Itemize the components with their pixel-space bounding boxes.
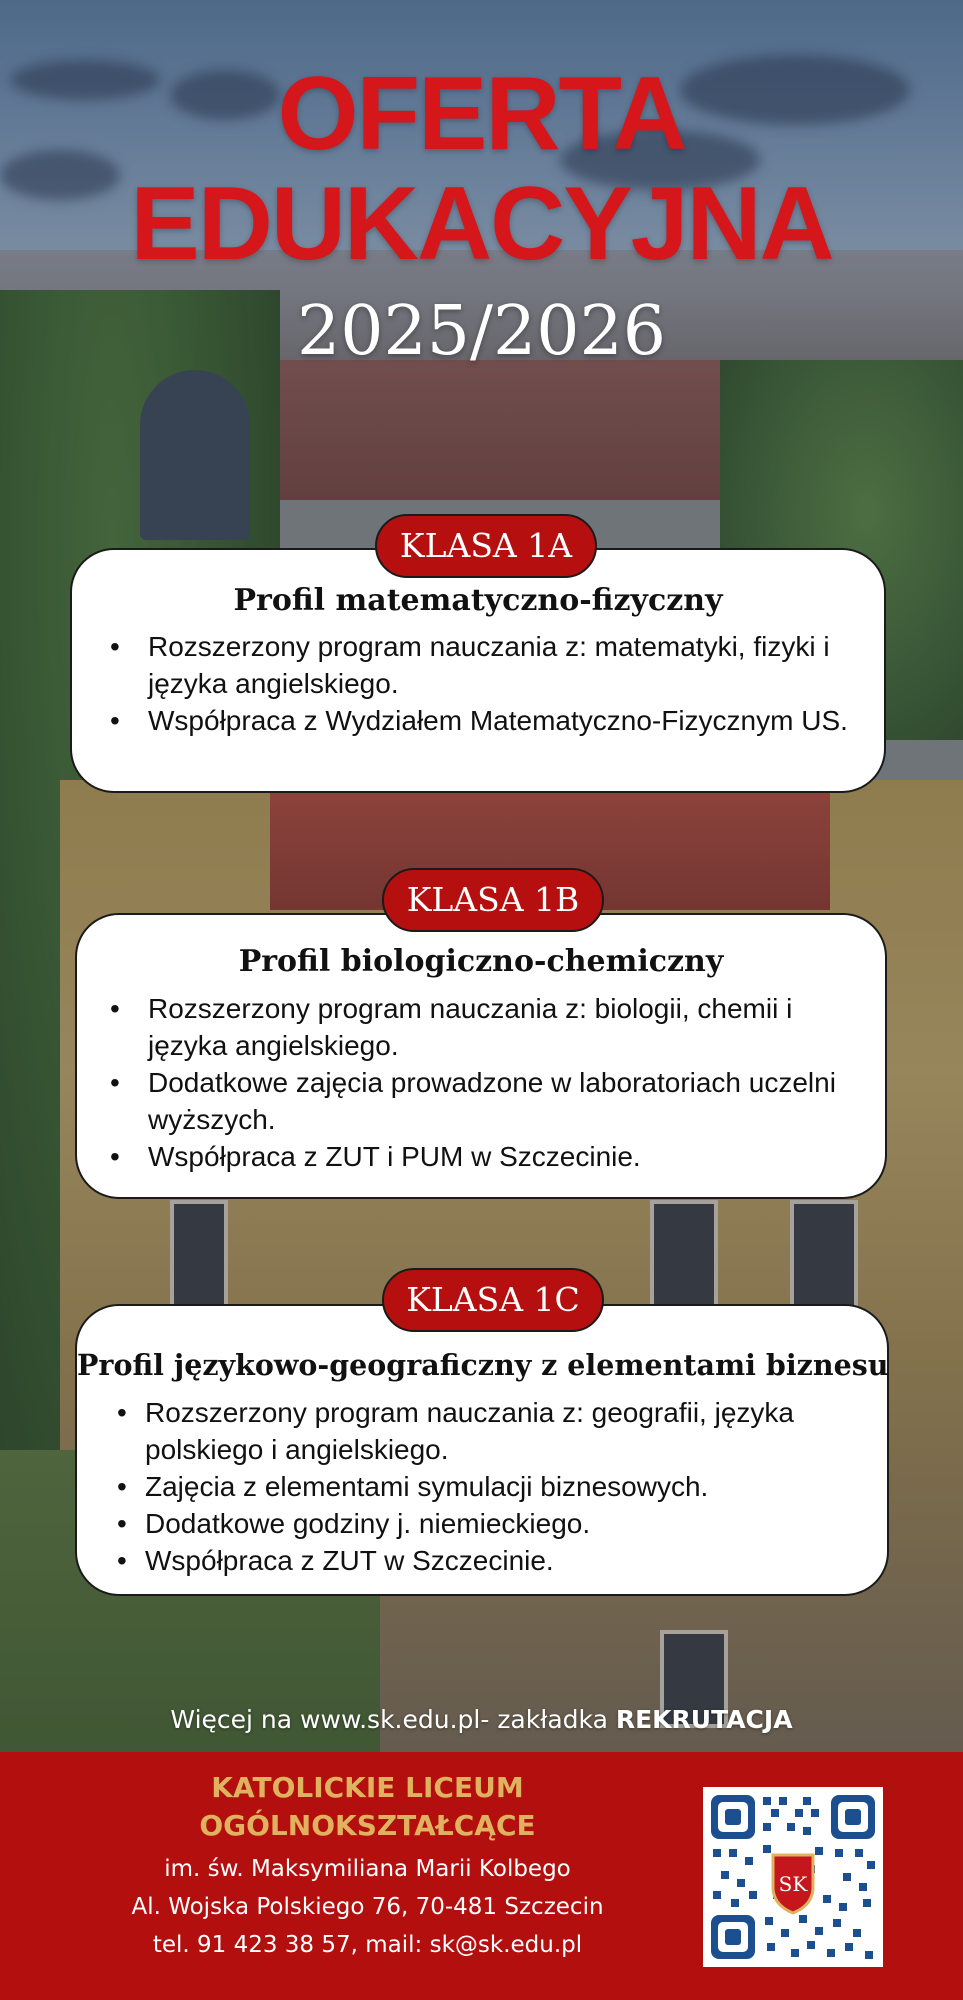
class-card-1a — [70, 548, 886, 793]
class-badge-1c: KLASA 1C — [382, 1268, 604, 1332]
list-item: • Współpraca z ZUT w Szczecinie. — [117, 1542, 847, 1579]
list-item: • Rozszerzony program nauczania z: geografii, języka polskiego i angielskiego. — [117, 1394, 847, 1468]
school-patron: im. św. Maksymiliana Marii Kolbego — [164, 1856, 571, 1882]
footer — [0, 1752, 963, 2000]
list-item: • Współpraca z Wydziałem Matematyczno-Fizycznym US. — [110, 702, 850, 739]
title-line-1: OFERTA — [277, 56, 686, 172]
more-info — [0, 1704, 963, 1736]
school-name-line-1: KATOLICKIE LICEUM — [211, 1771, 524, 1804]
qr-logo-text: SK — [778, 1872, 808, 1896]
school-contact: tel. 91 423 38 57, mail: sk@sk.edu.pl — [152, 1932, 583, 1958]
qr-code[interactable] — [703, 1787, 883, 1967]
feature-list — [110, 628, 850, 739]
class-badge-1b: KLASA 1B — [382, 868, 604, 932]
more-info-text: Więcej na www.sk.edu.pl- zakładka — [170, 1705, 616, 1734]
list-item: • Rozszerzony program nauczania z: matematyki, fizyki i języka angielskiego. — [110, 628, 850, 702]
list-item: • Współpraca z ZUT i PUM w Szczecinie. — [110, 1138, 870, 1175]
class-badge-1a: KLASA 1A — [375, 514, 597, 578]
feature-list — [110, 990, 870, 1175]
list-item: • Dodatkowe godziny j. niemieckiego. — [117, 1505, 847, 1542]
list-item: • Zajęcia z elementami symulacji biznesowych. — [117, 1468, 847, 1505]
profile-title: Profil językowo-geograficzny z elementami biznesu — [77, 1348, 889, 1382]
class-card-1c — [75, 1304, 889, 1596]
title-line-2: EDUKACYJNA — [130, 166, 833, 282]
list-item: • Rozszerzony program nauczania z: biologii, chemii i języka angielskiego. — [110, 990, 870, 1064]
feature-list — [117, 1394, 847, 1579]
school-year: 2025/2026 — [296, 292, 667, 371]
school-name-line-2: OGÓLNOKSZTAŁCĄCE — [199, 1809, 536, 1842]
qr-code-graphic — [703, 1787, 883, 1967]
school-address: Al. Wojska Polskiego 76, 70-481 Szczecin — [131, 1894, 604, 1920]
list-item: • Dodatkowe zajęcia prowadzone w laboratoriach uczelni wyższych. — [110, 1064, 870, 1138]
profile-title: Profil biologiczno-chemiczny — [238, 944, 724, 979]
recruitment-link[interactable]: REKRUTACJA — [615, 1705, 793, 1734]
profile-title: Profil matematyczno-fizyczny — [233, 583, 723, 618]
class-card-1b — [75, 913, 887, 1199]
